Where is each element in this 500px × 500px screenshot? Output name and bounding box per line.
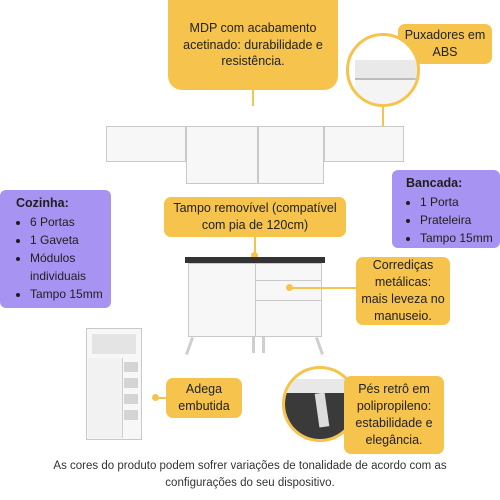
bancada-title: Bancada:	[406, 176, 463, 190]
cozinha-item: • 1 Gaveta	[30, 231, 105, 249]
upper-cabinet-center-left	[186, 126, 258, 184]
cozinha-item: • Módulos individuais	[30, 249, 105, 285]
leg-left	[185, 337, 194, 355]
wine-rack-slot	[124, 362, 138, 372]
mdp-callout	[168, 0, 338, 90]
tall-cabinet-door	[88, 358, 123, 438]
tall-cabinet-open-shelf	[92, 334, 136, 354]
tampo-callout	[164, 197, 346, 237]
pes-callout	[344, 376, 444, 454]
bancada-item: • 1 Porta	[420, 193, 496, 211]
disclaimer-line-2: configurações do seu dispositivo.	[165, 476, 335, 489]
wine-rack-slot	[124, 394, 138, 404]
corredicas-connector	[290, 287, 358, 289]
leg-center-right	[262, 337, 265, 353]
wine-rack-slot	[124, 378, 138, 388]
bancada-item: • Tampo 15mm	[420, 229, 496, 247]
cozinha-item: • Tampo 15mm	[30, 285, 105, 303]
pes-callout-text: Pés retrô em polipropileno: estabilidade e elegância.	[355, 382, 433, 447]
bancada-spec-box	[392, 170, 500, 248]
bancada-item: • Prateleira	[420, 211, 496, 229]
handle-detail-shadow	[355, 80, 420, 104]
cozinha-list	[16, 213, 105, 303]
upper-cabinet-center-right	[258, 126, 324, 184]
tampo-callout-text: Tampo removível (compatível com pia de 120cm)	[173, 201, 337, 232]
mdp-callout-text: MDP com acabamento acetinado: durabilidade e resistência.	[183, 20, 323, 69]
corredicas-callout	[356, 257, 450, 325]
upper-cabinet-right	[324, 126, 404, 162]
corredicas-callout-text: Corrediças metálicas: mais leveza no manuseio.	[361, 258, 445, 323]
cozinha-title: Cozinha:	[16, 196, 69, 210]
cozinha-item: • 6 Portas	[30, 213, 105, 231]
cozinha-spec-box	[0, 190, 111, 308]
mdp-connector	[252, 90, 254, 106]
leg-center-left	[252, 337, 255, 353]
disclaimer	[0, 458, 500, 491]
upper-cabinet-left	[106, 126, 186, 162]
bancada-list	[406, 193, 496, 247]
puxadores-callout-text: Puxadores em ABS	[404, 28, 486, 59]
corredicas-dot	[286, 284, 293, 291]
adega-callout	[166, 378, 242, 418]
wine-rack-slot	[124, 410, 138, 420]
base-cabinet-drawer-line	[256, 280, 322, 281]
adega-callout-text: Adega embutida	[178, 382, 230, 413]
base-cabinet-drawer-line-2	[256, 300, 322, 301]
puxadores-zoom-circle	[346, 33, 420, 107]
leg-right	[315, 337, 324, 355]
handle-detail	[355, 60, 420, 80]
disclaimer-line-1: As cores do produto podem sofrer variações de tonalidade de acordo com as	[53, 460, 447, 472]
